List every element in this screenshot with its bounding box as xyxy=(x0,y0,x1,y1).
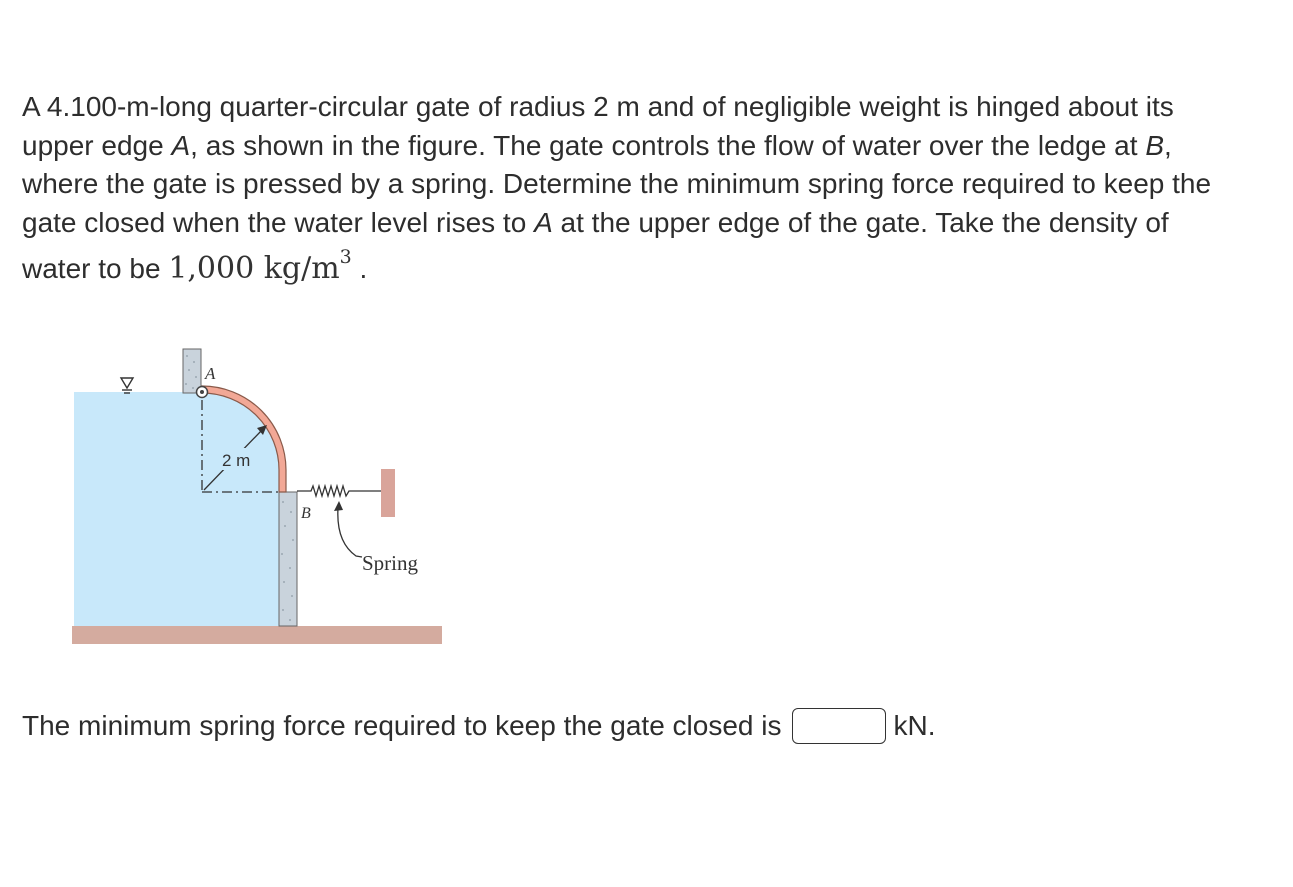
label-spring: Spring xyxy=(362,551,419,575)
problem-text-part: at the upper edge of the gate. Take the density of water to be xyxy=(22,206,1169,284)
ground xyxy=(72,626,442,644)
gate-diagram xyxy=(68,342,448,648)
spring-icon xyxy=(297,486,381,496)
density-value: 1,000 kg/m xyxy=(168,251,340,286)
ledge-wall xyxy=(279,492,297,626)
problem-text-part: , as shown in the figure. The gate controls the flow of water over the ledge at xyxy=(190,129,1146,161)
gate-figure xyxy=(68,342,448,648)
answer-row xyxy=(22,706,936,746)
answer-unit: kN. xyxy=(893,710,936,741)
spring-leader-line xyxy=(338,508,362,557)
hinge-a-center xyxy=(200,390,204,394)
answer-prompt: The minimum spring force required to keep the gate closed is xyxy=(22,710,782,741)
label-a: A xyxy=(205,364,216,383)
problem-text-part: , where the gate is pressed by a spring. Determine the minimum spring force required to keep the gate closed when the water level rises to xyxy=(22,129,1212,238)
variable-b: B xyxy=(1145,129,1164,161)
upper-wall xyxy=(183,349,201,393)
problem-text xyxy=(22,88,1222,289)
variable-a: A xyxy=(171,129,191,161)
spring-support xyxy=(381,469,395,517)
problem-text-part: A 4.100-m-long quarter-circular gate of radius 2 m and of negligible weight is hinged about its upper edge xyxy=(22,91,1174,161)
density-exponent: 3 xyxy=(339,246,352,268)
problem-statement xyxy=(22,88,1222,289)
water-level-icon xyxy=(121,378,133,393)
water-region xyxy=(74,392,280,626)
problem-text-end: . xyxy=(351,253,368,284)
label-b: B xyxy=(301,505,311,522)
density-formula xyxy=(168,246,352,286)
spring-leader-arrowhead xyxy=(334,501,343,511)
label-radius: 2 m xyxy=(222,451,251,470)
variable-a: A xyxy=(534,206,553,238)
spring-force-input[interactable] xyxy=(792,708,886,744)
